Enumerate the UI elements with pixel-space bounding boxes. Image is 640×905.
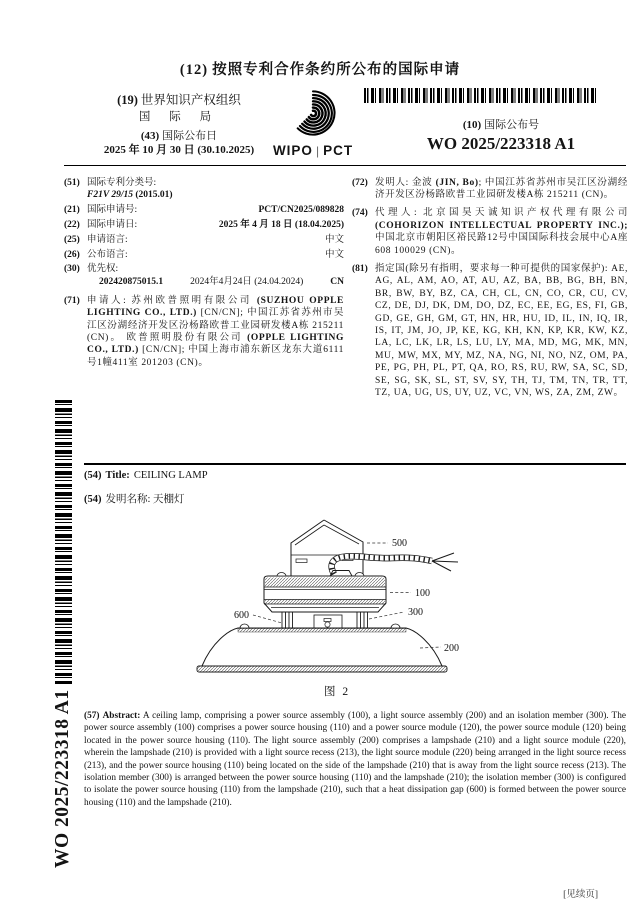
- inid-54-zh: (54): [84, 494, 102, 505]
- figure-ref-500: 500: [392, 538, 407, 549]
- inid-12: (12): [179, 62, 209, 78]
- ipc-field: [64, 177, 344, 202]
- title-en-value: CEILING LAMP: [133, 470, 208, 481]
- title-english-line: [84, 470, 208, 481]
- document-kind-text: 按照专利合作条约所公布的国际申请: [212, 62, 461, 78]
- filing-language-value: 中文: [324, 234, 344, 245]
- ceiling-lamp-figure: [192, 515, 472, 700]
- bibliographic-section: [64, 174, 628, 399]
- vertical-publication-number: WO 2025/223318 A1: [52, 689, 73, 868]
- title-en-label: Title:: [105, 470, 130, 481]
- power-source-housing: [264, 571, 386, 613]
- publication-language-label: 公布语言:: [87, 249, 128, 260]
- applicant-name-en-2: (OPPLE LIGHTING CO., LTD.): [87, 332, 344, 356]
- hook-bracket: [291, 520, 363, 576]
- side-barcode: [55, 400, 72, 684]
- isolation-member: [282, 612, 368, 628]
- continuation-note: [见续页]: [563, 890, 598, 900]
- agent-text: 代理人: 北京国昊天诚知识产权代理有限公司 (COHORIZON INTELLECTUAL PROPERTY INC.); 中国北京市朝阳区裕民路12号中国国际科技会展中心A座608 100029 (CN)。: [375, 208, 628, 256]
- pub-date-label-line: [92, 130, 266, 144]
- inid-30: (30): [64, 264, 80, 275]
- org-bureau: 国 际 局: [138, 110, 220, 123]
- ipc-edition: (2015.01): [133, 189, 173, 200]
- power-cable: [332, 553, 458, 574]
- title-chinese-line: [84, 491, 185, 506]
- applicant-name-en-1: (SUZHOU OPPLE LIGHTING CO., LTD.): [87, 295, 344, 319]
- applicant-paragraph: [64, 295, 344, 369]
- inid-57: (57): [84, 711, 100, 721]
- pub-date-value: 2025 年 10 月 30 日 (30.10.2025): [103, 143, 255, 156]
- biblio-right-column: [352, 174, 628, 399]
- wipo-globe-icon: [287, 86, 339, 140]
- document-kind-line: [0, 58, 640, 79]
- app-number-label: 国际申请号:: [87, 204, 138, 215]
- designated-states-codes: AE, AG, AL, AM, AO, AT, AU, AZ, BA, BB, BG, BH, BN, BR, BW, BY, BZ, CA, CH, CL, CN, CO, CR, CU, CV, CZ, DE, DJ, DK, DM, DO, DZ, EC, EE, EG, ES, FI, GB, GD, GE, GH, GM, GT, HN, HR, HU, ID, IL, IN, IQ, IR, IS, IT, JM, JO, JP, KE, KG, KH, KN, KP, KR, KW, KZ, LA, LC, LK, LR, LS, LU, LY, MA, MD, MG, MK, MN, MU, MW, MX, MY, MZ, NA, NG, NI, NO, NZ, OM, PA, PE, PG, PH, PL, PT, QA, RO, RS, RU, RW, SA, SC, SD, SE, SG, SK, SL, ST, SV, SY, TH, TJ, TM, TN, TR, TT, TZ, UA, UG, US, UY, UZ, VC, VN, WS, ZA, ZM, ZW。: [375, 263, 628, 398]
- pub-date-label: 国际公布日: [162, 130, 218, 142]
- priority-date: 2024年4月24日 (24.04.2024): [190, 277, 304, 288]
- inventor-text: 发明人: 金波 (JIN, Bo); 中国江苏省苏州市吴江区汾湖经济开发区汾杨路欧普工业园研发楼A栋 215211 (CN)。: [375, 177, 628, 200]
- publication-number-block: [378, 116, 624, 154]
- priority-entry: [87, 276, 344, 288]
- title-divider: [84, 463, 626, 465]
- wipo-pct-wordmark: [266, 143, 360, 158]
- wordmark-separator: |: [315, 144, 321, 158]
- priority-field: [64, 263, 344, 288]
- inid-71: (71): [64, 295, 80, 306]
- pub-number-label-line: [378, 116, 624, 132]
- applicant-text: 申请人: 苏州欧普照明有限公司 (SUZHOU OPPLE LIGHTING CO., LTD.) [CN/CN]; 中国江苏省苏州市吴江区汾湖经济开发区汾杨路欧普工业园研发楼A栋 215211 (CN)。 欧普照明股份有限公司 (OPPLE LIGHTING CO., LTD.) [CN/CN]; 中国上海市浦东新区龙东大道6111号1幢411室 201203 (CN)。: [87, 295, 344, 368]
- masthead-divider: [64, 165, 626, 166]
- designated-states-paragraph: [352, 263, 628, 399]
- org-name-line: [92, 93, 266, 109]
- wipo-logo-block: [266, 86, 360, 158]
- pub-number-label: 国际公布号: [484, 119, 540, 131]
- inid-74: (74): [352, 208, 368, 219]
- figure-ref-100: 100: [415, 588, 430, 599]
- abstract-paragraph: [84, 710, 626, 809]
- agent-paragraph: [352, 207, 628, 257]
- filing-date-label: 国际申请日:: [87, 219, 138, 230]
- inid-19: (19): [117, 93, 138, 107]
- app-number-value: PCT/CN2025/089828: [258, 204, 344, 215]
- issuing-office-block: [92, 93, 266, 158]
- designated-states-intro: 指定国(除另有指明，要求每一种可提供的国家保护):: [375, 263, 612, 274]
- priority-country: CN: [330, 277, 344, 288]
- filing-date-value: 2025 年 4 月 18 日 (18.04.2025): [218, 219, 344, 230]
- agent-name-en: (COHORIZON INTELLECTUAL PROPERTY INC.);: [375, 220, 628, 231]
- ipc-value: [87, 189, 344, 201]
- application-number-field: [64, 204, 344, 216]
- lampshade: [197, 624, 447, 672]
- inventor-paragraph: [352, 177, 628, 202]
- biblio-left-column: [64, 174, 352, 399]
- inid-21: (21): [64, 204, 80, 215]
- pub-number-value: WO 2025/223318 A1: [426, 134, 576, 153]
- inid-51: (51): [64, 177, 80, 188]
- figure-2-drawing: [192, 515, 472, 700]
- inid-43: (43): [140, 130, 160, 142]
- abstract-label: Abstract:: [102, 711, 141, 721]
- ipc-label: 国际专利分类号:: [87, 177, 157, 188]
- wipo-label: WIPO: [272, 143, 313, 158]
- figure-ref-600: 600: [234, 610, 249, 621]
- inid-81: (81): [352, 263, 368, 274]
- inid-54-en: (54): [84, 470, 102, 481]
- inid-72: (72): [352, 177, 368, 188]
- publication-language-value: 中文: [324, 249, 344, 260]
- inid-10: (10): [462, 119, 482, 131]
- publication-language-field: [64, 249, 344, 261]
- filing-language-field: [64, 234, 344, 246]
- figure-ref-300: 300: [408, 607, 423, 618]
- org-name: 世界知识产权组织: [140, 93, 241, 107]
- inventor-name-en: (JIN, Bo): [435, 177, 479, 188]
- inid-22: (22): [64, 219, 80, 230]
- inid-26: (26): [64, 249, 80, 260]
- publication-barcode: [364, 88, 596, 103]
- title-zh-value: 天棚灯: [153, 494, 185, 505]
- figure-ref-200: 200: [444, 643, 459, 654]
- abstract-text: A ceiling lamp, comprising a power source assembly (100), a light source assembly (200) and an isolation member (300). The power source assembly (100) comprises a power source housing (110) and a power source module (120), the power source module (120) being located in the power source housing (110). The light source assembly (200) comprises a lampshade (210) and a light source module (220), wherein the lampshade (210) is provided with a light source recess (213), the light source module (220) being arranged in the light source recess (213), and the power source housing (110) being located on the side of the lampshade (210) that is away from the light source recess (213). The isolation member (300) is arranged between the power source housing (110) and the lampshade (210); the isolation member (300) is configured to isolate the power source housing (110) from the lampshade (210), such that a heat dissipation gap (600) is formed between the power source housing (110) and the lampshade (210).: [84, 711, 626, 808]
- ipc-code: F21V 29/15: [87, 189, 134, 200]
- figure-caption: 图 2: [324, 686, 351, 698]
- priority-application-number: 202420875015.1: [99, 277, 164, 288]
- pct-label: PCT: [323, 143, 354, 158]
- filing-date-field: [64, 219, 344, 231]
- filing-language-label: 申请语言:: [87, 234, 128, 245]
- title-zh-label: 发明名称:: [105, 494, 151, 505]
- priority-label: 优先权:: [87, 264, 119, 275]
- inid-25: (25): [64, 234, 80, 245]
- designated-states-text: [375, 263, 628, 399]
